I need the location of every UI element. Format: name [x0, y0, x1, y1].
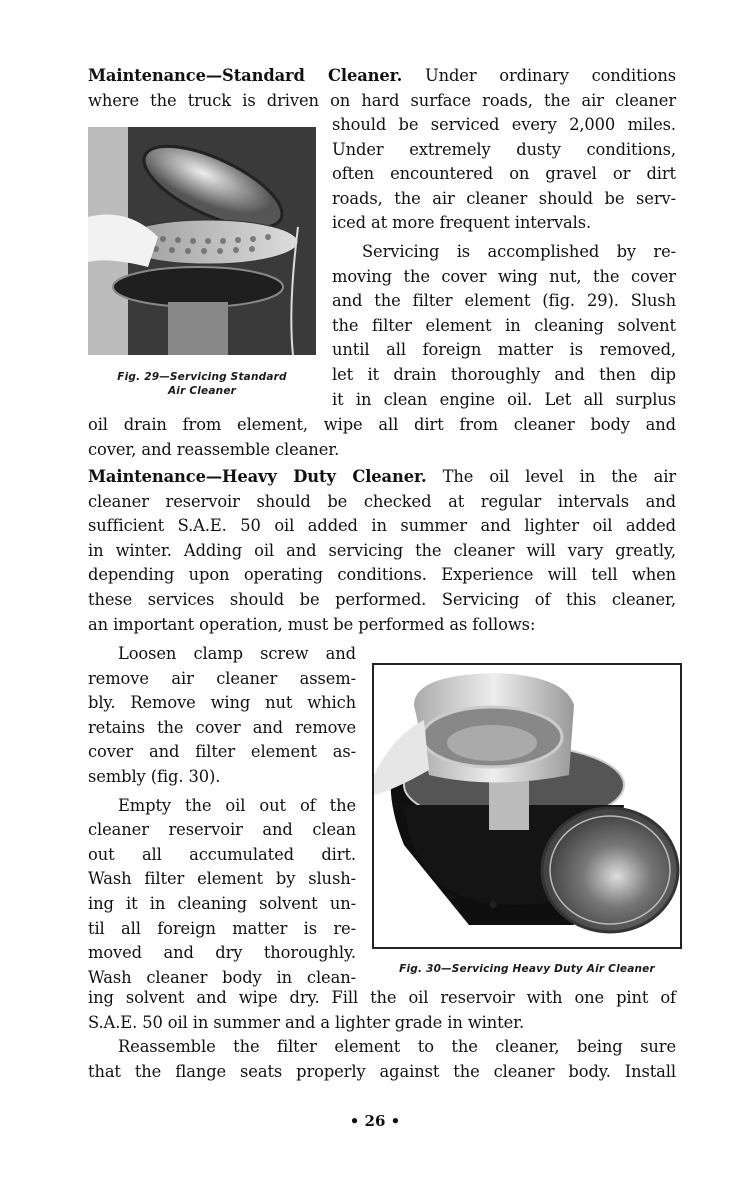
figure-29-photo: [88, 127, 316, 355]
figure-30-caption: Fig. 30—Servicing Heavy Duty Air Cleaner: [399, 963, 655, 975]
heading-standard-cleaner: Maintenance—Standard Cleaner.: [88, 66, 403, 85]
standard-cleaner-intro: Maintenance—Standard Cleaner. Under ordinary conditions where the truck is driven on hard surface roads, the air cleaner: [88, 66, 676, 110]
standard-cleaner-closing: oil drain from element, wipe all dirt from cleaner body and cover, and reassemble cleaner.: [88, 415, 676, 459]
figure-30-photo: [372, 663, 682, 949]
heavy-duty-cleaner-illustration: [374, 665, 680, 947]
air-cleaner-photo-illustration: [88, 127, 316, 355]
standard-cleaner-column: should be serviced every 2,000 miles. Under extremely dusty conditions, often encountered on gravel or dirt roads, the air cleaner should be serv- iced at more frequent intervals. Servicing is accomplished by re- moving the cover wing nut, the cover and the filter element (fig. 29). Slush the filter element in cleaning solvent until all foreign matter is removed, let it drain thoroughly and then dip it in clean engine oil. Let all surplus: [332, 115, 676, 409]
heading-heavy-duty-cleaner: Maintenance—Heavy Duty Cleaner.: [88, 467, 427, 486]
heavy-duty-cleaner-column: Loosen clamp screw and remove air cleaner assem- bly. Remove wing nut which retains the cover and remove cover and filter element as- sembly (fig. 30). Empty the oil out of the cleaner reservoir and clean out all accumulated dirt. Wash filter element by slush- ing it in cleaning solvent un- til all foreign matter is re- moved and dry thoroughly. Wash cleaner body in clean-: [88, 644, 356, 987]
heavy-duty-cleaner-intro: Maintenance—Heavy Duty Cleaner. The oil level in the air cleaner reservoir should be checked at regular intervals and sufficient S.A.E. 50 oil added in summer and lighter oil added in winter. Adding oil and servicing the cleaner will vary greatly, depending upon operating conditions. Experience will tell when these services should be performed. Servicing of this cleaner, an important operation, must be performed as follows:: [88, 467, 677, 634]
page-number: • 26 •: [349, 1112, 401, 1130]
heavy-duty-cleaner-closing: ing solvent and wipe dry. Fill the oil reservoir with one pint of S.A.E. 50 oil in summer and a lighter grade in winter. Reassemble the filter element to the cleaner, being sure that the flange seats properly against the cleaner body. Install: [88, 988, 676, 1081]
figure-29-caption: Fig. 29—Servicing Standard Air Cleaner: [117, 371, 287, 397]
